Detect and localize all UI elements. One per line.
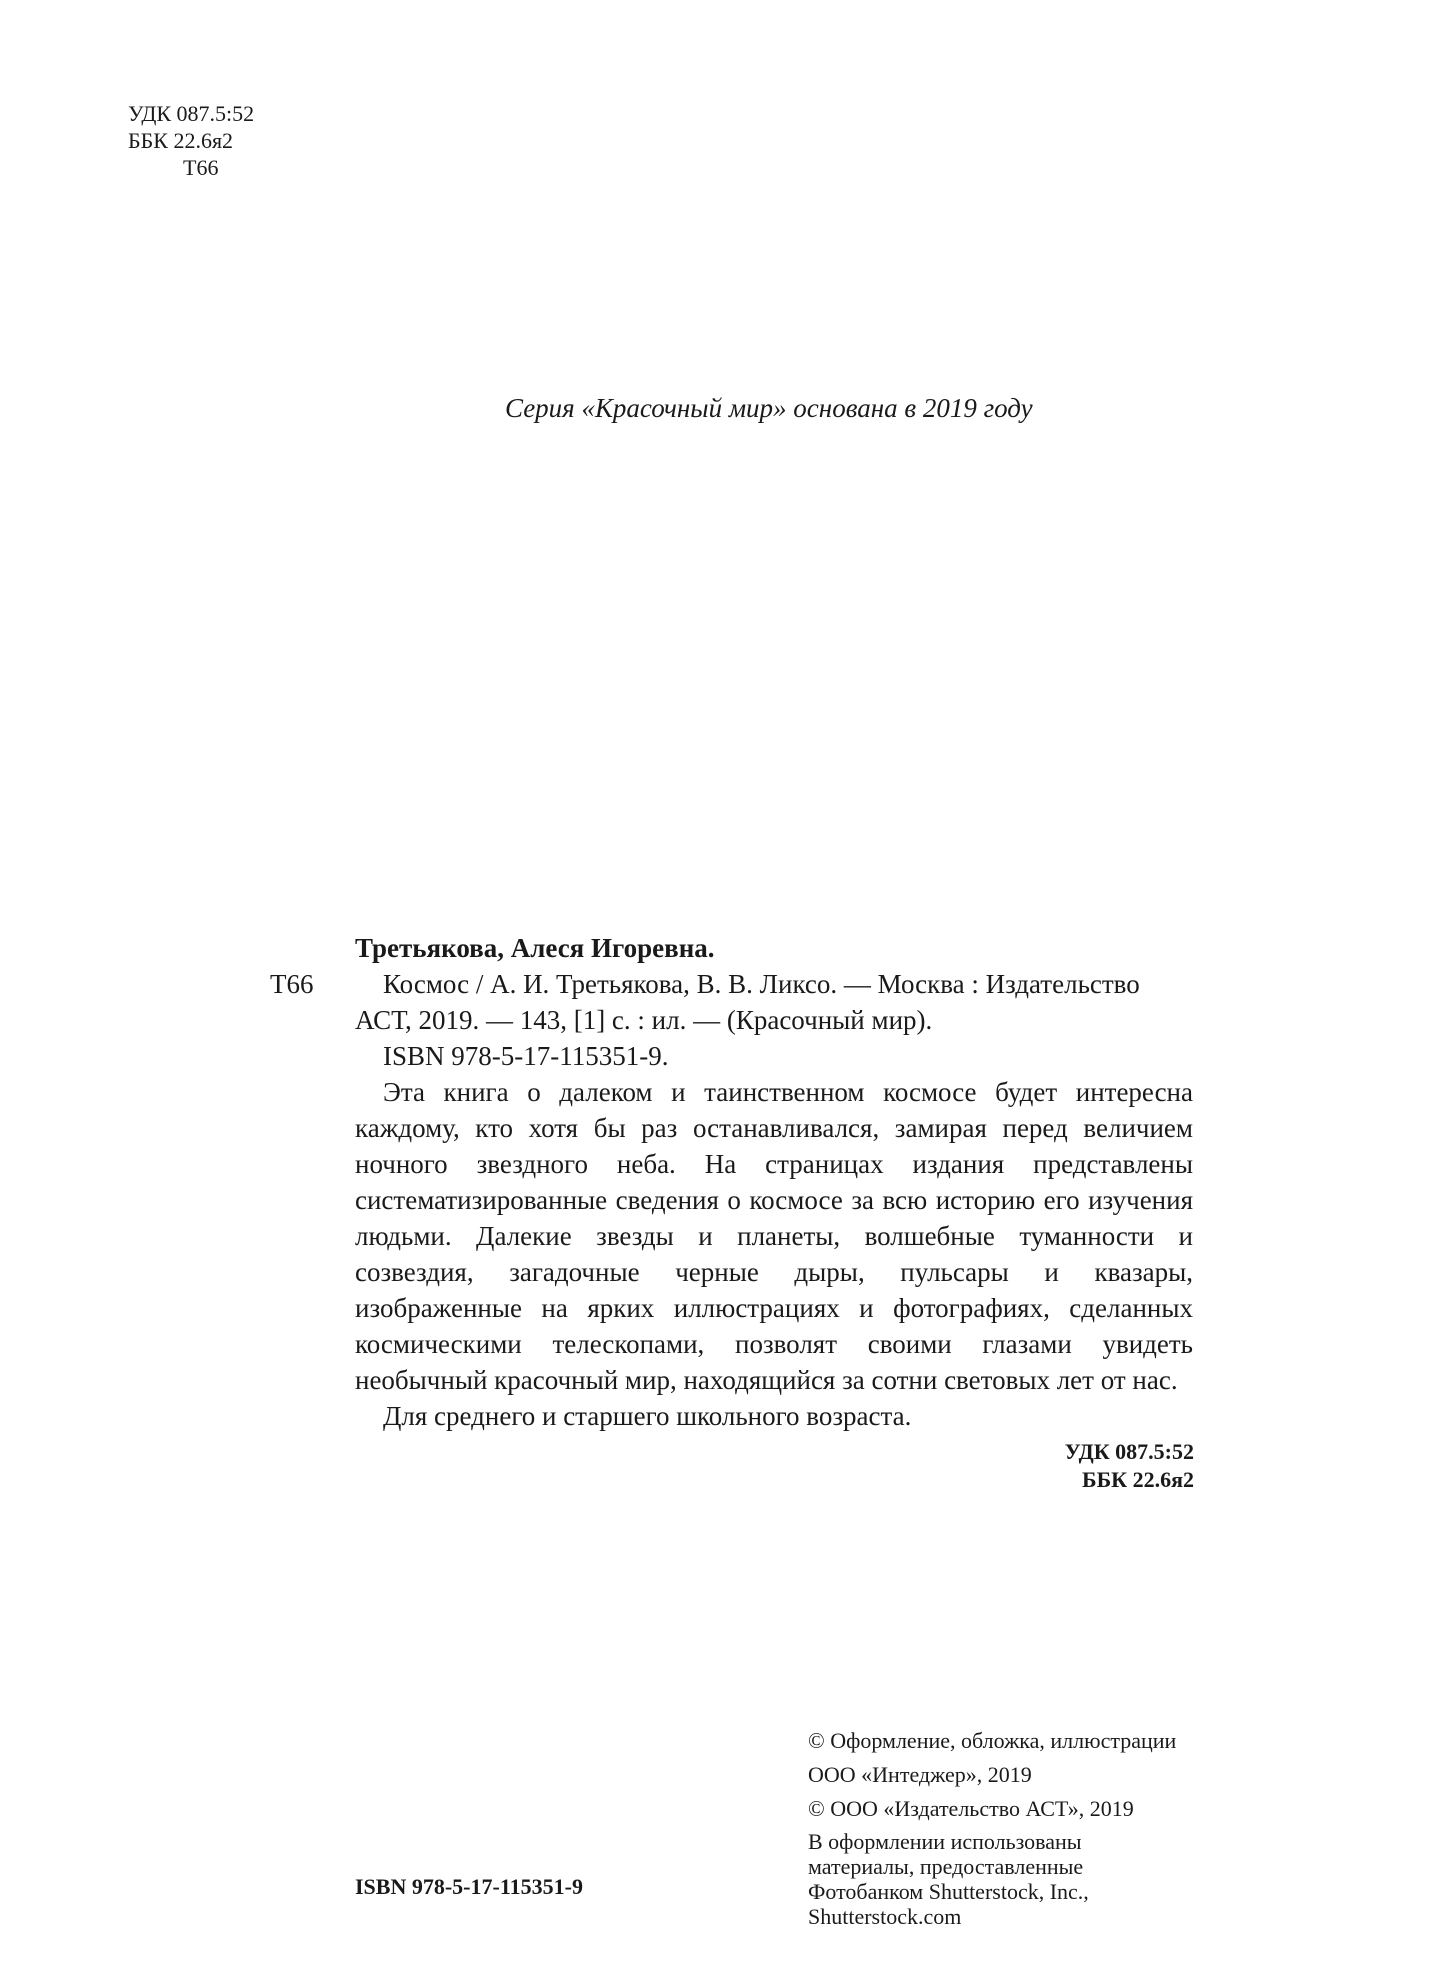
record-isbn: ISBN 978-5-17-115351-9. <box>383 1041 669 1071</box>
classification-block-top <box>128 100 254 181</box>
series-note: Серия «Красочный мир» основана в 2019 году <box>505 393 1033 423</box>
bbk-code-bottom: ББК 22.6я2 <box>1082 1467 1194 1492</box>
copyright-line-2: ООО «Интеджер», 2019 <box>808 1762 1032 1787</box>
classification-block-bottom <box>1065 1438 1194 1494</box>
record-title-line-1: Космос / А. И. Третьякова, В. В. Ликсо. — Москва : Издательство <box>383 969 1140 999</box>
record-title-line-2: АСТ, 2019. — 143, [1] с. : ил. — (Красочный мир). <box>355 1005 933 1035</box>
bibliographic-record <box>355 930 1193 1434</box>
copyright-line-1: © Оформление, обложка, иллюстрации <box>808 1728 1177 1753</box>
udk-code-top: УДК 087.5:52 <box>128 101 255 126</box>
bbk-code-top: ББК 22.6я2 <box>128 128 234 153</box>
copyright-block <box>808 1727 1176 1929</box>
record-author-mark: Т66 <box>270 969 314 999</box>
record-author: Третьякова, Алеся Игоревна. <box>355 933 715 963</box>
author-mark-top: Т66 <box>183 155 219 180</box>
record-audience: Для среднего и старшего школьного возраста. <box>383 1401 912 1431</box>
record-annotation: Эта книга о далеком и таинственном космосе будет интересна каждому, кто хотя бы раз останавливался, замирая перед величием ночного звездного неба. На страницах издания представлены систематизированные сведения о космосе за всю историю его изучения людьми. Далекие звезды и планеты, волшебные туманности и созвездия, загадочные черные дыры, пульсары и квазары, изображенные на ярких иллюстрациях и фотографиях, сделанных космическими телескопами, позволят своими глазами увидеть необычный красочный мир, находящийся за сотни световых лет от нас. <box>355 1077 1193 1395</box>
credits-line-4: Shutterstock.com <box>808 1904 962 1929</box>
udk-code-bottom: УДК 087.5:52 <box>1064 1439 1194 1464</box>
credits-line-2: материалы, предоставленные <box>808 1854 1084 1879</box>
copyright-line-3: © ООО «Издательство АСТ», 2019 <box>808 1796 1134 1821</box>
credits-line-1: В оформлении использованы <box>808 1829 1082 1854</box>
isbn-bottom: ISBN 978-5-17-115351-9 <box>355 1874 583 1899</box>
credits-line-3: Фотобанком Shutterstock, Inc., <box>808 1879 1089 1904</box>
